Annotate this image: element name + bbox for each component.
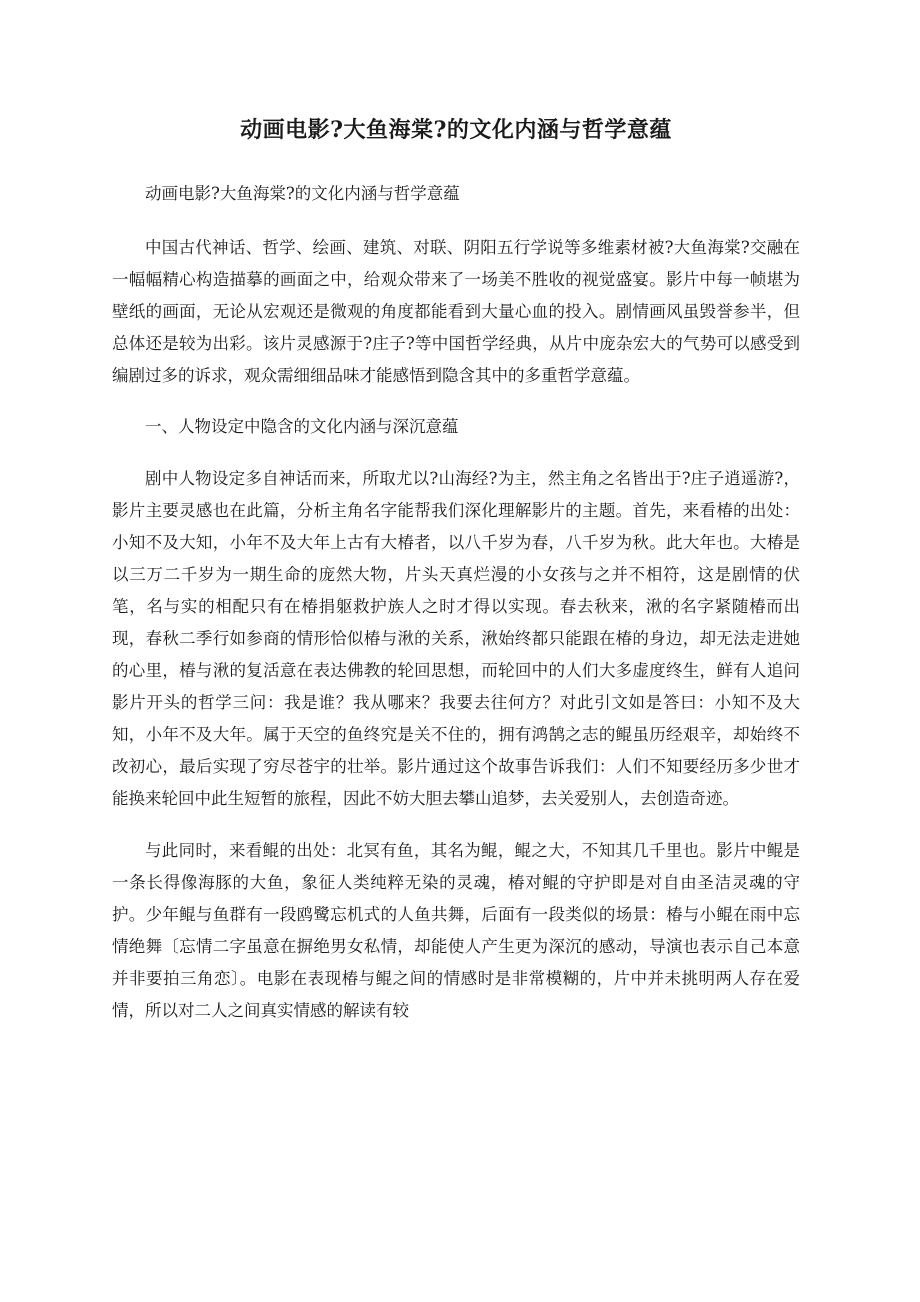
document-title: 动画电影?大鱼海棠?的文化内涵与哲学意蕴 xyxy=(240,117,672,143)
document-subtitle: 动画电影?大鱼海棠?的文化内涵与哲学意蕴 xyxy=(145,184,460,203)
section-heading: 一、人物设定中隐含的文化内涵与深沉意蕴 xyxy=(145,417,459,436)
document-page xyxy=(112,0,800,1027)
paragraph-kun-origin: 与此同时，来看鲲的出处：北冥有鱼，其名为鲲，鲲之大，不知其几千里也。影片中鲲是一条长得像海豚的大鱼，象征人类纯粹无染的灵魂，椿对鲲的守护即是对自由圣洁灵魂的守护。少年鲲与鱼群有一段鸥鹭忘机式的人鱼共舞，后面有一段类似的场景：椿与小鲲在雨中忘情绝舞〔忘情二字虽意在摒绝男女私情，却能使人产生更为深沉的感动，导演也表示自己本意并非要拍三角恋〕。电影在表现椿与鲲之间的情感时是非常模糊的，片中并未挑明两人存在爱情，所以对二人之间真实情感的解读有较 xyxy=(112,841,800,1020)
paragraph-intro: 中国古代神话、哲学、绘画、建筑、对联、阴阳五行学说等多维素材被?大鱼海棠?交融在一幅幅精心构造描摹的画面之中，给观众带来了一场美不胜收的视觉盛宴。影片中每一帧堪为壁纸的画面，无论从宏观还是微观的角度都能看到大量心血的投入。剧情画风虽毁誉参半，但总体还是较为出彩。该片灵感源于?庄子?等中国哲学经典，从片中庞杂宏大的气势可以感受到编剧过多的诉求，观众需细细品味才能感悟到隐含其中的多重哲学意蕴。 xyxy=(112,238,800,385)
paragraph-character-setting: 剧中人物设定多自神话而来，所取尤以?山海经?为主，然主角之名皆出于?庄子逍遥游?，影片主要灵感也在此篇，分析主角名字能帮我们深化理解影片的主题。首先，来看椿的出处：小知不及大知，小年不及大年上古有大椿者，以八千岁为春，八千岁为秋。此大年也。大椿是以三万二千岁为一期生命的庞然大物，片头天真烂漫的小女孩与之并不相符，这是剧情的伏笔，名与实的相配只有在椿捐躯救护族人之时才得以实现。春去秋来，湫的名字紧随椿而出现，春秋二季行如参商的情形恰似椿与湫的关系，湫始终都只能跟在椿的身边，却无法走进她的心里，椿与湫的复活意在表达佛教的轮回思想，而轮回中的人们大多虚度终生，鲜有人追问影片开头的哲学三问：我是谁？我从哪来？我要去往何方？对此引文如是答曰：小知不及大知，小年不及大年。属于天空的鱼终究是关不住的，拥有鸿鹄之志的鲲虽历经艰辛，却始终不改初心，最后实现了穷尽苍宇的壮举。影片通过这个故事告诉我们：人们不知要经历多少世才能换来轮回中此生短暂的旅程，因此不妨大胆去攀山追梦，去关爱别人，去创造奇迹。 xyxy=(112,469,800,808)
